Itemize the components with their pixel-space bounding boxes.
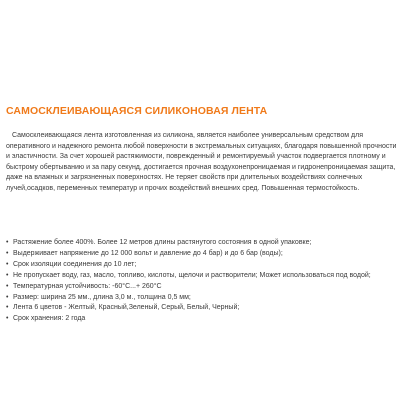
feature-text: Срок хранения: 2 года: [13, 315, 86, 323]
product-title: САМОСКЛЕИВАЮЩАЯСЯ СИЛИКОНОВАЯ ЛЕНТА: [6, 105, 268, 117]
bullet-icon: •: [6, 249, 9, 257]
bullet-icon: •: [6, 260, 9, 268]
bullet-icon: •: [6, 239, 9, 246]
feature-text: Выдерживает напряжение до 12 000 вольт и давление до 4 бар) и до 6 бар (воды);: [13, 249, 283, 257]
feature-item: [6, 303, 398, 314]
bullet-icon: •: [6, 282, 9, 290]
feature-text: Температурная устойчивость: -60°C...+ 260°C: [13, 282, 162, 290]
bullet-icon: •: [6, 304, 9, 312]
feature-item: [6, 282, 398, 293]
feature-item: [6, 249, 398, 260]
feature-text: Не пропускает воду, газ, масло, топливо, кислоты, щелочи и растворители; Может использоваться под водой;: [13, 271, 371, 279]
feature-text: Растяжение более 400%. Более 12 метров длины растянутого состояния в одной упаковке;: [13, 239, 312, 246]
feature-item: [6, 293, 398, 304]
feature-text: Лента 6 цветов - Желтый, Красный,Зеленый, Серый, Белый, Черный;: [13, 304, 240, 312]
bullet-icon: •: [6, 315, 9, 323]
feature-item: [6, 314, 398, 325]
feature-list: [6, 238, 398, 325]
bullet-icon: •: [6, 293, 9, 301]
feature-item: [6, 260, 398, 271]
feature-text: Размер: ширина 25 мм., длина 3,0 м., толщина 0,5 мм;: [13, 293, 191, 301]
feature-text: Срок изоляции соединения до 10 лет;: [13, 260, 137, 268]
feature-item: [6, 271, 398, 282]
product-intro-paragraph: Самосклеивающаяся лента изготовленная из силикона, является наиболее универсальным средством для оперативного и надежного ремонта любой поверхности в экстремальных ситуациях, благодаря повышенной прочности и эластичности. За счет хорошей растяжимости, поврежденный и ремонтируемый участок подвергается плотному и быстрому обертыванию и за пару секунд, достигается прочная воздухонепроницаемая и гидронепроницаемая защита, даже на влажных и загрязненных поверхностях. Не теряет свойств при длительных воздействиях солнечных лучей,осадков, переменных температур и прочих воздействий внешних сред. Повышенная термостойкость.: [6, 132, 397, 192]
bullet-icon: •: [6, 271, 9, 279]
feature-item: [6, 238, 398, 249]
